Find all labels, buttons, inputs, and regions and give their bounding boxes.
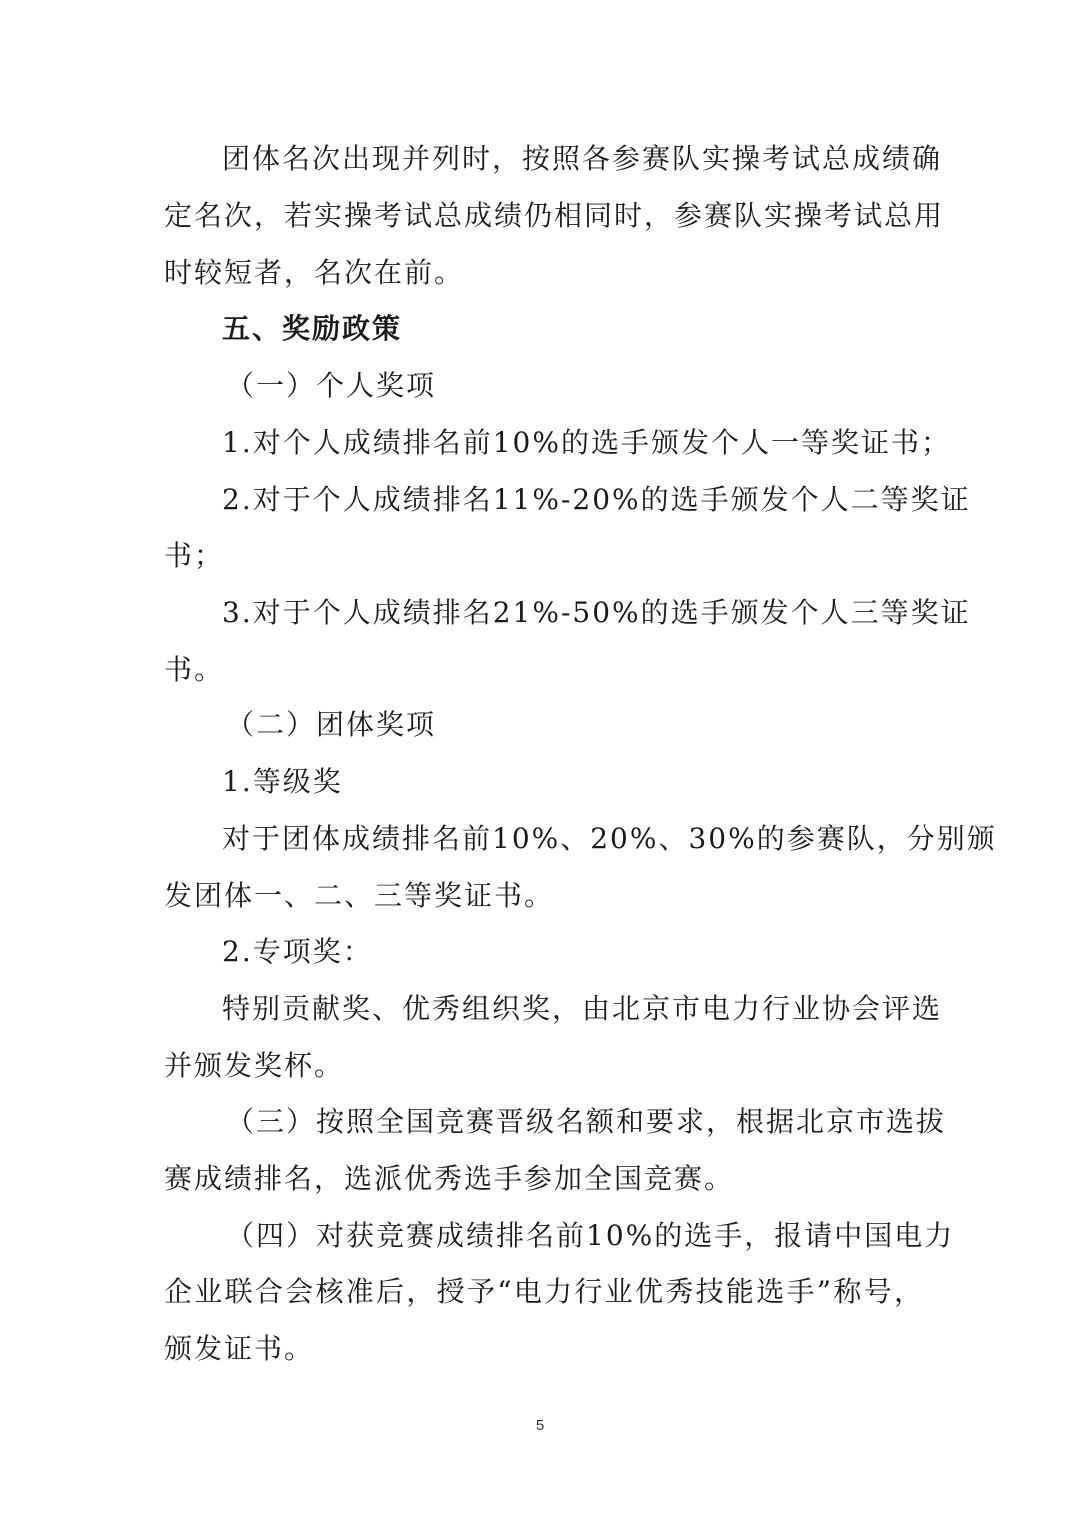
grade-award-title: 1.等级奖 — [222, 765, 343, 798]
special-award-desc-line-2: 并颁发奖杯。 — [164, 1049, 345, 1082]
grade-award-desc-line-1: 对于团体成绩排名前10%、20%、30%的参赛队，分别颁 — [222, 822, 997, 855]
individual-award-item-2-line-1: 2.对于个人成绩排名11%-20%的选手颁发个人二等奖证 — [222, 483, 971, 516]
paragraph-ranking-line-3: 时较短者，名次在前。 — [164, 256, 465, 289]
individual-award-item-3-line-1: 3.对于个人成绩排名21%-50%的选手颁发个人三等奖证 — [222, 596, 971, 629]
special-award-title: 2.专项奖： — [222, 935, 373, 968]
national-selection-line-1: （三）按照全国竞赛晋级名额和要求，根据北京市选拔 — [226, 1105, 947, 1138]
section-heading-rewards: 五、奖励政策 — [222, 312, 403, 345]
subheading-individual-awards: （一）个人奖项 — [226, 369, 437, 402]
grade-award-desc-line-2: 发团体一、二、三等奖证书。 — [164, 879, 555, 912]
special-award-desc-line-1: 特别贡献奖、优秀组织奖，由北京市电力行业协会评选 — [222, 992, 943, 1025]
subheading-team-awards: （二）团体奖项 — [226, 708, 437, 741]
excellent-player-line-3: 颁发证书。 — [164, 1332, 315, 1365]
page-number: 5 — [535, 1417, 545, 1434]
individual-award-item-3-line-2: 书。 — [164, 653, 225, 686]
paragraph-ranking-line-1: 团体名次出现并列时，按照各参赛队实操考试总成绩确 — [222, 142, 943, 175]
individual-award-item-2-line-2: 书； — [164, 539, 225, 572]
paragraph-ranking-line-2: 定名次，若实操考试总成绩仍相同时，参赛队实操考试总用 — [164, 199, 945, 232]
national-selection-line-2: 赛成绩排名，选派优秀选手参加全国竞赛。 — [164, 1162, 735, 1195]
excellent-player-line-1: （四）对获竞赛成绩排名前10%的选手，报请中国电力 — [226, 1219, 955, 1252]
individual-award-item-1: 1.对个人成绩排名前10%的选手颁发个人一等奖证书； — [222, 426, 951, 459]
excellent-player-line-2: 企业联合会核准后，授予“电力行业优秀技能选手”称号， — [164, 1275, 924, 1308]
